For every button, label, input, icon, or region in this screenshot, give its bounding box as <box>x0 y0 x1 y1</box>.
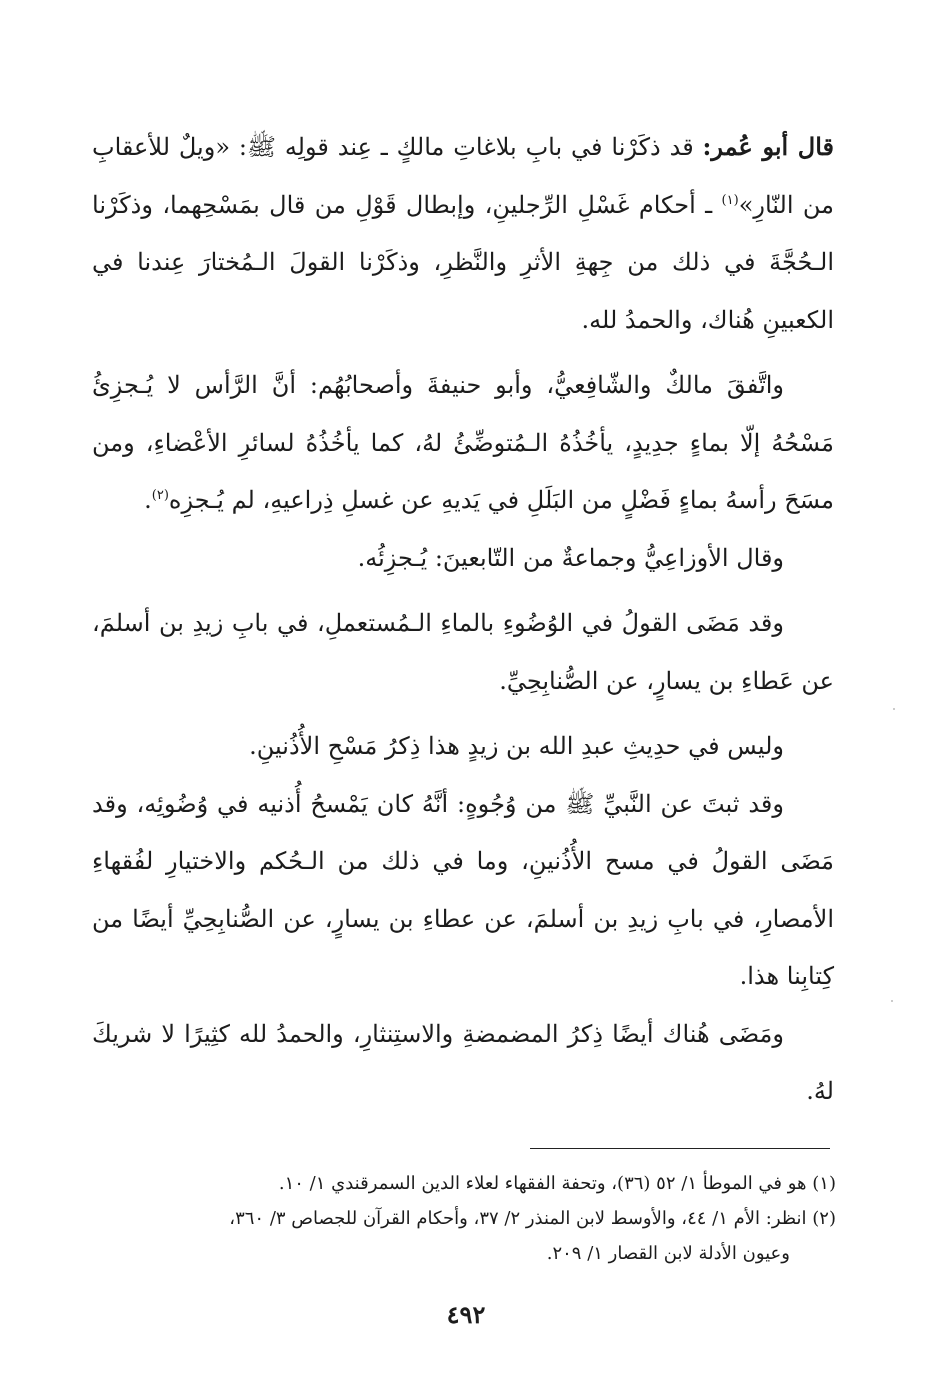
paragraph-5: وليس في حدِيثِ عبدِ الله بن زيدٍ هذا ذِكرُ مَسْحِ الأُذُنينِ. <box>249 732 784 760</box>
footnote-separator <box>530 1148 830 1149</box>
paragraph-1 <box>92 118 834 349</box>
speaker-label: قال أبو عُمر: <box>702 132 835 161</box>
footnote-marker-2: (٢) <box>151 488 169 503</box>
footnote-1: (١) هو في الموطأ ١/ ٥٢ (٣٦)، وتحفة الفقهاء لعلاء الدين السمرقندي ١/ ١٠. <box>278 1173 836 1194</box>
paragraph-3: وقال الأوزاعِيُّ وجماعةٌ من التّابعينَ: يُـجزِئُه. <box>357 543 784 572</box>
paragraph-1-part-1: قد ذكَرْنا في بابِ بلاغاتِ مالكٍ ـ عِند قولِه ﷺ: «ويلٌ للأعقابِ من النّارِ» <box>92 133 834 219</box>
footnote-2: (٢) انظر: الأم ١/ ٤٤، والأوسط لابن المنذر ٢/ ٣٧، وأحكام القرآن للجصاص ٣/ ٣٦٠، <box>229 1208 836 1229</box>
main-text <box>92 118 834 1121</box>
paragraph-4: وقد مَضَى القولُ في الوُضُوءِ بالماءِ الـمُستعملِ، في بابِ زيدِ بن أسلمَ، عن عَطاءِ بن يسارٍ، عن الصُّنابِحِيِّ. <box>92 609 834 695</box>
paragraph-2 <box>92 357 834 530</box>
paragraph-1-part-2: ـ أحكام غَسْلِ الرِّجلينِ، وإبطال قَوْلِ من قال بمَسْحِهما، وذكَرْنا الـحُجَّةَ في ذلك من جِهةِ الأثرِ والنَّظرِ، وذكَرْنا القولَ الـمُختارَ عِندنا في الكعبينِ هُناك، والحمدُ لله. <box>92 190 834 334</box>
paragraph-2-part-1: واتَّفقَ مالكٌ والشّافِعيُّ، وأبو حنيفةَ وأصحابُهُم: أنَّ الرَّأس لا يُـجزِئُ مَسْحُهُ إلّا بماءٍ جدِيدٍ، يأخُذُهُ الـمُتوضِّئُ لهُ، كما يأخُذُهُ لسائرِ الأعْضاءِ، ومن مسَحَ رأسهُ بماءٍ فَضْلٍ من البَلَلِ في يَديهِ عن غسلِ ذِراعيهِ، لم يُـجزِه <box>92 371 834 514</box>
footnotes <box>92 1166 836 1271</box>
paragraph-6: وقد ثبتَ عن النَّبيِّ ﷺ من وُجُوهٍ: أنَّهُ كان يَمْسحُ أُذنيه في وُضُوئِه، وقد مَضَى القولُ في مسح الأُذُنينِ، وما في ذلك من الـحُكم والاختيارِ لفُقهاءِ الأمصارِ، في بابِ زيدِ بن أسلمَ، عن عطاءِ بن يسارٍ، عن الصُّنابِحِيِّ أيضًا من كِتابِنا هذا. <box>92 789 834 990</box>
page-number: ٤٩٢ <box>446 1300 486 1329</box>
footnote-marker-1: (١) <box>721 192 739 208</box>
paragraph-2-part-2: . <box>144 486 152 514</box>
footnote-2-continuation: وعيون الأدلة لابن القصار ١/ ٢٠٩. <box>546 1243 790 1264</box>
paragraph-7: ومَضَى هُناك أيضًا ذِكرُ المضمضةِ والاستِنثارِ، والحمدُ لله كثِيرًا لا شريكَ لهُ. <box>92 1019 834 1105</box>
